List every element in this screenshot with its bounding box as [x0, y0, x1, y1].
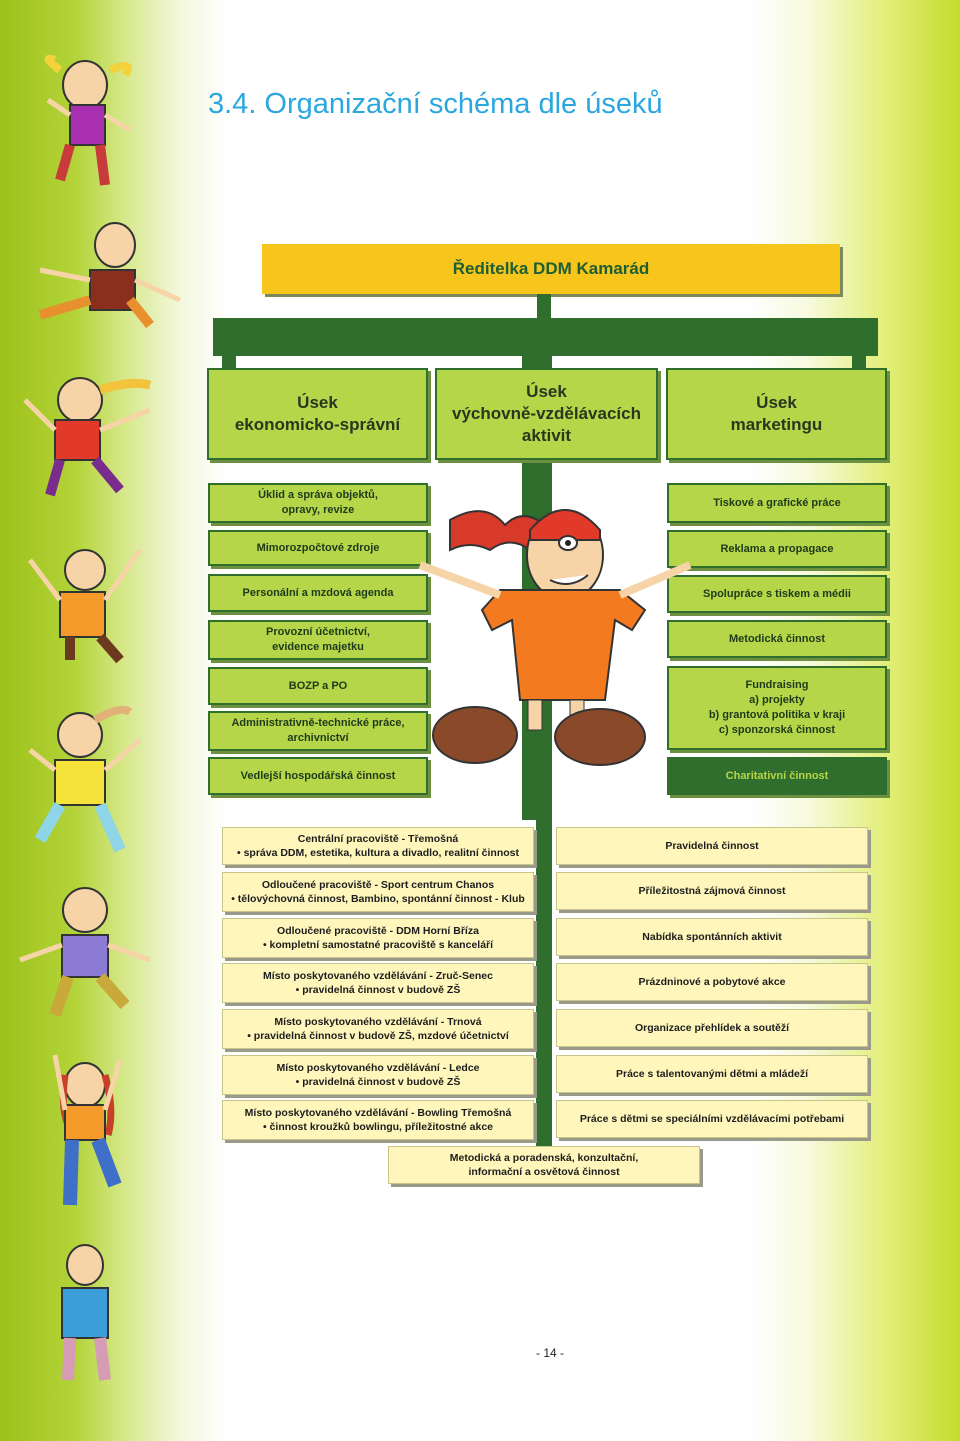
connector-trunk-bottom: [536, 820, 552, 1150]
activity-item: Práce s dětmi se speciálními vzdělávacími potřebami: [556, 1100, 868, 1138]
workplace-item: Centrální pracoviště - Třemošná • správa DDM, estetika, kultura a divadlo, realitní činnost: [222, 827, 534, 865]
workplace-item: Místo poskytovaného vzdělávání - Trnová • pravidelná činnost v budově ZŠ, mzdové účetnictví: [222, 1009, 534, 1049]
right-item: Tiskové a grafické práce: [667, 483, 887, 523]
workplace-item: Odloučené pracoviště - DDM Horní Bříza • kompletní samostatné pracoviště s kanceláří: [222, 918, 534, 958]
kid-figure-8: [62, 1245, 108, 1380]
right-item: Spolupráce s tiskem a médii: [667, 575, 887, 613]
left-item: Administrativně-technické práce, archivnictví: [208, 711, 428, 751]
center-cartoon-kid: [400, 495, 710, 775]
kid-figure-1: [48, 59, 130, 185]
activity-item: Pravidelná činnost: [556, 827, 868, 865]
workplace-item: Místo poskytovaného vzdělávání - Zruč-Senec • pravidelná činnost v budově ZŠ: [222, 963, 534, 1003]
cartoon-kids-border: [0, 0, 200, 1441]
connector-left-leg: [222, 350, 236, 370]
left-item: Provozní účetnictví, evidence majetku: [208, 620, 428, 660]
kid-figure-5: [30, 710, 140, 850]
workplace-item: Místo poskytovaného vzdělávání - Bowling Třemošná • činnost kroužků bowlingu, příležitostné akce: [222, 1100, 534, 1140]
left-item: Personální a mzdová agenda: [208, 574, 428, 612]
kid-figure-6: [20, 888, 150, 1015]
left-item: Vedlejší hospodářská činnost: [208, 757, 428, 795]
left-item: Mimorozpočtové zdroje: [208, 530, 428, 566]
workplace-item: Odloučené pracoviště - Sport centrum Chanos • tělovýchovná činnost, Bambino, spontánní činnost - Klub: [222, 872, 534, 912]
section-marketing: Úsek marketingu: [666, 368, 887, 460]
kid-figure-2: [40, 223, 180, 325]
left-item: Úklid a správa objektů, opravy, revize: [208, 483, 428, 523]
kid-figure-3: [25, 378, 150, 495]
workplace-item: Místo poskytovaného vzdělávání - Ledce • pravidelná činnost v budově ZŠ: [222, 1055, 534, 1095]
right-item: Metodická činnost: [667, 620, 887, 658]
kid-figure-7: [55, 1055, 120, 1205]
bottom-item: Metodická a poradenská, konzultační, informační a osvětová činnost: [388, 1146, 700, 1184]
section-educational: Úsek výchovně-vzdělávacích aktivit: [435, 368, 658, 460]
connector-right-leg: [852, 350, 866, 370]
activity-item: Prázdninové a pobytové akce: [556, 963, 868, 1001]
right-item: Reklama a propagace: [667, 530, 887, 568]
activity-item: Nabídka spontánních aktivit: [556, 918, 868, 956]
right-item: Charitativní činnost: [667, 757, 887, 795]
activity-item: Organizace přehlídek a soutěží: [556, 1009, 868, 1047]
kid-figure-4: [30, 550, 140, 660]
page-number: - 14 -: [536, 1346, 565, 1360]
section-economic: Úsek ekonomicko-správní: [207, 368, 428, 460]
director-box: Ředitelka DDM Kamarád: [262, 244, 840, 294]
left-item: BOZP a PO: [208, 667, 428, 705]
activity-item: Práce s talentovanými dětmi a mládeží: [556, 1055, 868, 1093]
right-item: Fundraising a) projekty b) grantová politika v kraji c) sponzorská činnost: [667, 666, 887, 750]
page-title: 3.4. Organizační schéma dle úseků: [208, 88, 663, 120]
activity-item: Příležitostná zájmová činnost: [556, 872, 868, 910]
